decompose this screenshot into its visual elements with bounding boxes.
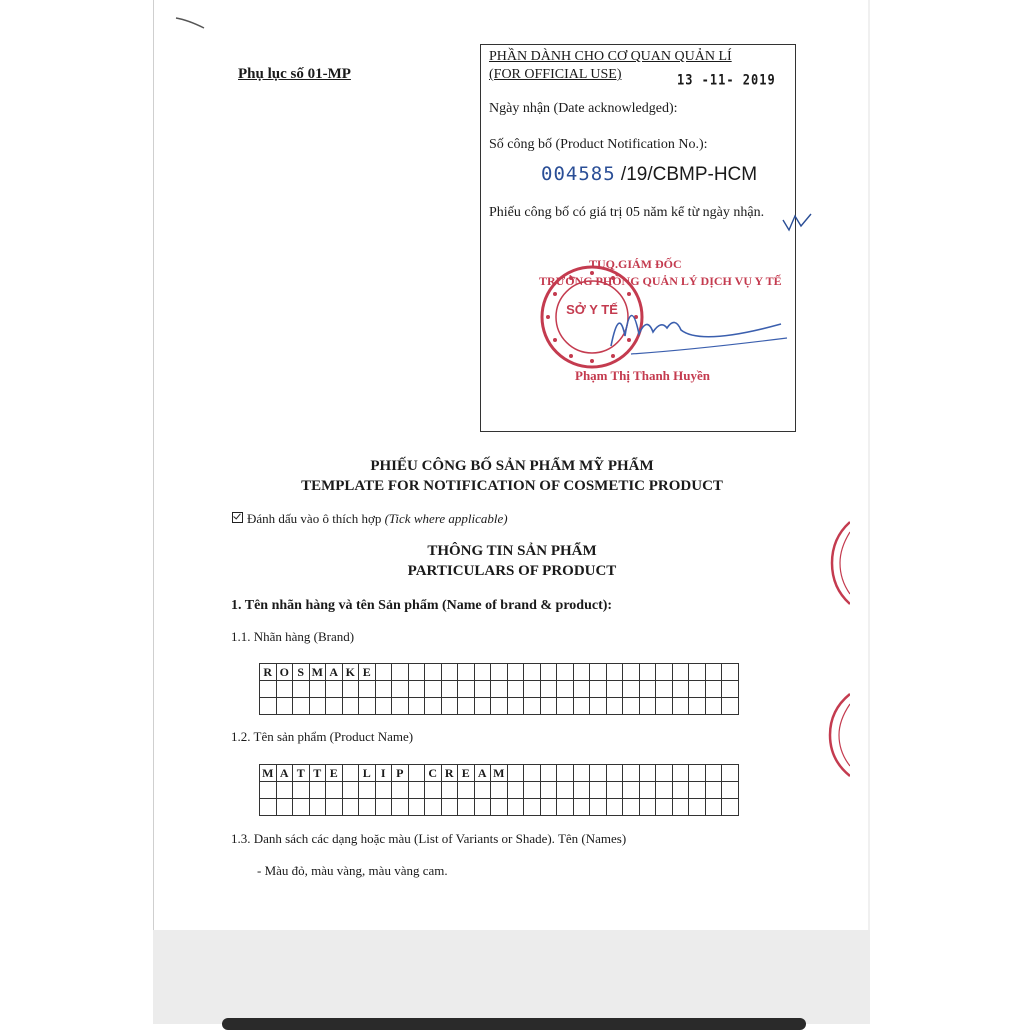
grid-cell — [375, 698, 392, 715]
grid-cell — [722, 765, 739, 782]
grid-cell — [705, 664, 722, 681]
grid-cell — [557, 698, 574, 715]
grid-cell — [441, 698, 458, 715]
form-title-vi: PHIẾU CÔNG BỐ SẢN PHẨM MỸ PHẨM — [370, 458, 654, 474]
grid-cell — [656, 765, 673, 782]
grid-cell — [359, 698, 376, 715]
grid-cell — [573, 782, 590, 799]
grid-cell: T — [309, 765, 326, 782]
grid-cell — [293, 782, 310, 799]
scrollbar-handle[interactable] — [222, 1018, 806, 1030]
grid-cell — [276, 782, 293, 799]
grid-cell — [375, 799, 392, 816]
grid-cell: P — [392, 765, 409, 782]
grid-cell — [689, 681, 706, 698]
grid-cell — [623, 681, 640, 698]
grid-row — [260, 782, 739, 799]
grid-cell: S — [293, 664, 310, 681]
grid-cell — [689, 698, 706, 715]
grid-cell — [342, 782, 359, 799]
grid-cell — [491, 799, 508, 816]
grid-cell — [656, 698, 673, 715]
grid-cell — [276, 681, 293, 698]
grid-cell — [474, 664, 491, 681]
grid-cell — [639, 765, 656, 782]
grid-cell: M — [260, 765, 277, 782]
grid-cell — [672, 799, 689, 816]
grid-cell — [392, 698, 409, 715]
grid-cell — [425, 664, 442, 681]
date-acknowledged-label: Ngày nhận (Date acknowledged): — [489, 101, 678, 116]
grid-cell — [458, 782, 475, 799]
grid-cell — [672, 782, 689, 799]
grid-cell — [408, 765, 425, 782]
grid-cell — [705, 765, 722, 782]
grid-cell — [705, 782, 722, 799]
grid-row — [260, 799, 739, 816]
particulars-title-vi: THÔNG TIN SẢN PHẨM — [427, 543, 597, 559]
grid-cell — [722, 681, 739, 698]
grid-cell — [573, 681, 590, 698]
grid-cell — [260, 782, 277, 799]
form-title-en: TEMPLATE FOR NOTIFICATION OF COSMETIC PRODUCT — [301, 478, 723, 494]
grid-cell — [639, 782, 656, 799]
grid-cell: E — [326, 765, 343, 782]
grid-cell — [458, 664, 475, 681]
grid-cell — [590, 765, 607, 782]
grid-cell — [656, 681, 673, 698]
signature-area — [531, 250, 791, 400]
grid-cell — [326, 782, 343, 799]
grid-cell — [491, 782, 508, 799]
grid-cell — [342, 799, 359, 816]
grid-cell — [326, 698, 343, 715]
grid-cell — [524, 664, 541, 681]
section1-title: 1. Tên nhãn hàng và tên Sản phẩm (Name of brand & product): — [231, 598, 613, 613]
grid-cell — [689, 765, 706, 782]
particulars-title-en: PARTICULARS OF PRODUCT — [407, 563, 617, 579]
grid-cell — [458, 681, 475, 698]
signer-role-line2: TRƯỞNG PHÒNG QUẢN LÝ DỊCH VỤ Y TẾ — [539, 274, 782, 288]
grid-cell: E — [458, 765, 475, 782]
signer-name: Phạm Thị Thanh Huyền — [575, 368, 710, 383]
grid-cell — [375, 681, 392, 698]
grid-cell — [491, 664, 508, 681]
grid-cell — [590, 799, 607, 816]
grid-cell — [507, 664, 524, 681]
official-use-box — [480, 44, 796, 432]
appendix-label: Phụ lục số 01-MP — [238, 66, 351, 82]
grid-cell — [507, 698, 524, 715]
grid-cell — [260, 799, 277, 816]
grid-cell: A — [276, 765, 293, 782]
grid-cell — [705, 681, 722, 698]
variants-value: - Màu đỏ, màu vàng, màu vàng cam. — [257, 863, 448, 878]
grid-cell — [408, 799, 425, 816]
grid-cell — [573, 698, 590, 715]
tick-instruction-vi: Đánh dấu vào ô thích hợp — [247, 511, 385, 526]
grid-cell — [705, 799, 722, 816]
grid-row — [260, 681, 739, 698]
grid-cell — [524, 782, 541, 799]
grid-cell — [309, 698, 326, 715]
tick-instruction — [232, 511, 508, 527]
grid-cell — [342, 698, 359, 715]
grid-cell: C — [425, 765, 442, 782]
validity-text: Phiếu công bố có giá trị 05 năm kể từ ngày nhận. — [489, 205, 765, 220]
variants-label: 1.3. Danh sách các dạng hoặc màu (List of Variants or Shade). Tên (Names) — [231, 831, 627, 846]
grid-cell — [309, 782, 326, 799]
grid-cell — [474, 681, 491, 698]
grid-cell — [705, 698, 722, 715]
grid-cell — [408, 698, 425, 715]
grid-cell — [458, 698, 475, 715]
grid-cell — [573, 765, 590, 782]
grid-cell — [623, 799, 640, 816]
grid-cell: L — [359, 765, 376, 782]
grid-cell — [689, 664, 706, 681]
grid-cell — [474, 799, 491, 816]
grid-cell — [408, 681, 425, 698]
grid-cell: A — [474, 765, 491, 782]
grid-cell — [689, 799, 706, 816]
grid-cell — [656, 664, 673, 681]
brand-label: 1.1. Nhãn hàng (Brand) — [231, 629, 355, 644]
grid-cell — [672, 681, 689, 698]
grid-cell — [557, 782, 574, 799]
grid-cell — [590, 681, 607, 698]
initial-mark-icon — [781, 210, 817, 232]
grid-cell — [276, 698, 293, 715]
grid-cell — [507, 765, 524, 782]
grid-cell: A — [326, 664, 343, 681]
grid-cell — [260, 698, 277, 715]
grid-cell — [606, 782, 623, 799]
grid-cell — [524, 765, 541, 782]
grid-cell — [425, 681, 442, 698]
grid-cell — [606, 698, 623, 715]
date-stamp: 13 -11- 2019 — [677, 71, 776, 89]
grid-cell — [557, 799, 574, 816]
grid-cell — [606, 765, 623, 782]
grid-cell — [491, 681, 508, 698]
grid-cell — [672, 698, 689, 715]
grid-cell — [359, 799, 376, 816]
notification-number-suffix: /19/CBMP-HCM — [615, 164, 758, 185]
adjacent-seal-fragment-icon — [830, 518, 850, 608]
grid-cell — [441, 799, 458, 816]
grid-cell — [540, 765, 557, 782]
grid-cell — [441, 681, 458, 698]
grid-cell — [474, 698, 491, 715]
grid-cell — [507, 681, 524, 698]
grid-cell — [689, 782, 706, 799]
grid-cell — [293, 681, 310, 698]
grid-cell — [507, 799, 524, 816]
grid-cell — [260, 681, 277, 698]
grid-row — [260, 664, 739, 681]
product-name-label: 1.2. Tên sản phẩm (Product Name) — [231, 729, 414, 744]
product-name-grid — [259, 764, 739, 816]
grid-cell: I — [375, 765, 392, 782]
grid-cell: O — [276, 664, 293, 681]
grid-cell — [573, 664, 590, 681]
grid-row — [260, 765, 739, 782]
grid-cell — [524, 681, 541, 698]
notification-number — [541, 163, 757, 186]
grid-cell — [276, 799, 293, 816]
grid-cell — [342, 765, 359, 782]
grid-cell — [590, 698, 607, 715]
grid-cell — [722, 664, 739, 681]
grid-cell — [425, 799, 442, 816]
grid-cell — [623, 782, 640, 799]
brand-grid — [259, 663, 739, 715]
grid-cell — [375, 664, 392, 681]
left-margin — [0, 0, 153, 1024]
grid-cell — [342, 681, 359, 698]
grid-cell — [507, 782, 524, 799]
grid-cell — [540, 698, 557, 715]
grid-cell — [623, 698, 640, 715]
grid-cell — [309, 681, 326, 698]
grid-cell — [672, 664, 689, 681]
grid-cell — [623, 765, 640, 782]
grid-cell — [639, 698, 656, 715]
grid-cell — [326, 799, 343, 816]
grid-cell — [326, 681, 343, 698]
grid-cell — [639, 681, 656, 698]
grid-cell — [540, 681, 557, 698]
official-box-subtitle: (FOR OFFICIAL USE) — [489, 67, 622, 82]
grid-cell — [540, 799, 557, 816]
grid-cell: R — [441, 765, 458, 782]
grid-cell — [441, 782, 458, 799]
grid-cell — [408, 664, 425, 681]
grid-cell: K — [342, 664, 359, 681]
pen-mark-icon — [174, 14, 206, 30]
grid-cell — [656, 782, 673, 799]
grid-cell — [359, 782, 376, 799]
grid-cell — [590, 664, 607, 681]
grid-cell — [392, 799, 409, 816]
grid-cell: M — [309, 664, 326, 681]
checked-box-icon — [232, 512, 243, 523]
grid-cell — [722, 782, 739, 799]
grid-cell — [474, 782, 491, 799]
grid-cell — [639, 799, 656, 816]
seal-text: SỞ Y TẾ — [566, 302, 618, 317]
grid-cell: R — [260, 664, 277, 681]
grid-cell: M — [491, 765, 508, 782]
handwritten-signature-icon — [591, 276, 791, 376]
signer-role-line1: TUQ.GIÁM ĐỐC — [589, 257, 682, 271]
grid-cell — [425, 698, 442, 715]
grid-cell — [557, 681, 574, 698]
grid-cell: T — [293, 765, 310, 782]
grid-cell — [606, 681, 623, 698]
grid-cell — [540, 664, 557, 681]
notification-number-digits: 004585 — [541, 163, 616, 185]
grid-cell — [540, 782, 557, 799]
grid-cell — [458, 799, 475, 816]
grid-cell — [375, 782, 392, 799]
tick-instruction-en: (Tick where applicable) — [384, 511, 508, 526]
grid-cell — [524, 698, 541, 715]
grid-cell — [293, 698, 310, 715]
grid-cell — [425, 782, 442, 799]
grid-cell — [392, 782, 409, 799]
scan-background — [153, 930, 870, 1024]
grid-cell — [441, 664, 458, 681]
grid-cell — [656, 799, 673, 816]
grid-row — [260, 698, 739, 715]
grid-cell — [491, 698, 508, 715]
grid-cell — [639, 664, 656, 681]
grid-cell — [722, 799, 739, 816]
grid-cell — [557, 765, 574, 782]
grid-cell — [309, 799, 326, 816]
grid-cell — [408, 782, 425, 799]
grid-cell — [606, 664, 623, 681]
grid-cell — [590, 782, 607, 799]
grid-cell — [359, 681, 376, 698]
grid-cell — [557, 664, 574, 681]
official-box-title: PHẦN DÀNH CHO CƠ QUAN QUẢN LÍ — [489, 49, 732, 64]
grid-cell — [623, 664, 640, 681]
grid-cell — [392, 681, 409, 698]
grid-cell — [293, 799, 310, 816]
grid-cell — [722, 698, 739, 715]
grid-cell: E — [359, 664, 376, 681]
grid-cell — [392, 664, 409, 681]
grid-cell — [672, 765, 689, 782]
grid-cell — [573, 799, 590, 816]
grid-cell — [606, 799, 623, 816]
adjacent-seal-fragment-icon-2 — [828, 690, 850, 780]
notification-number-label: Số công bố (Product Notification No.): — [489, 137, 708, 152]
grid-cell — [524, 799, 541, 816]
